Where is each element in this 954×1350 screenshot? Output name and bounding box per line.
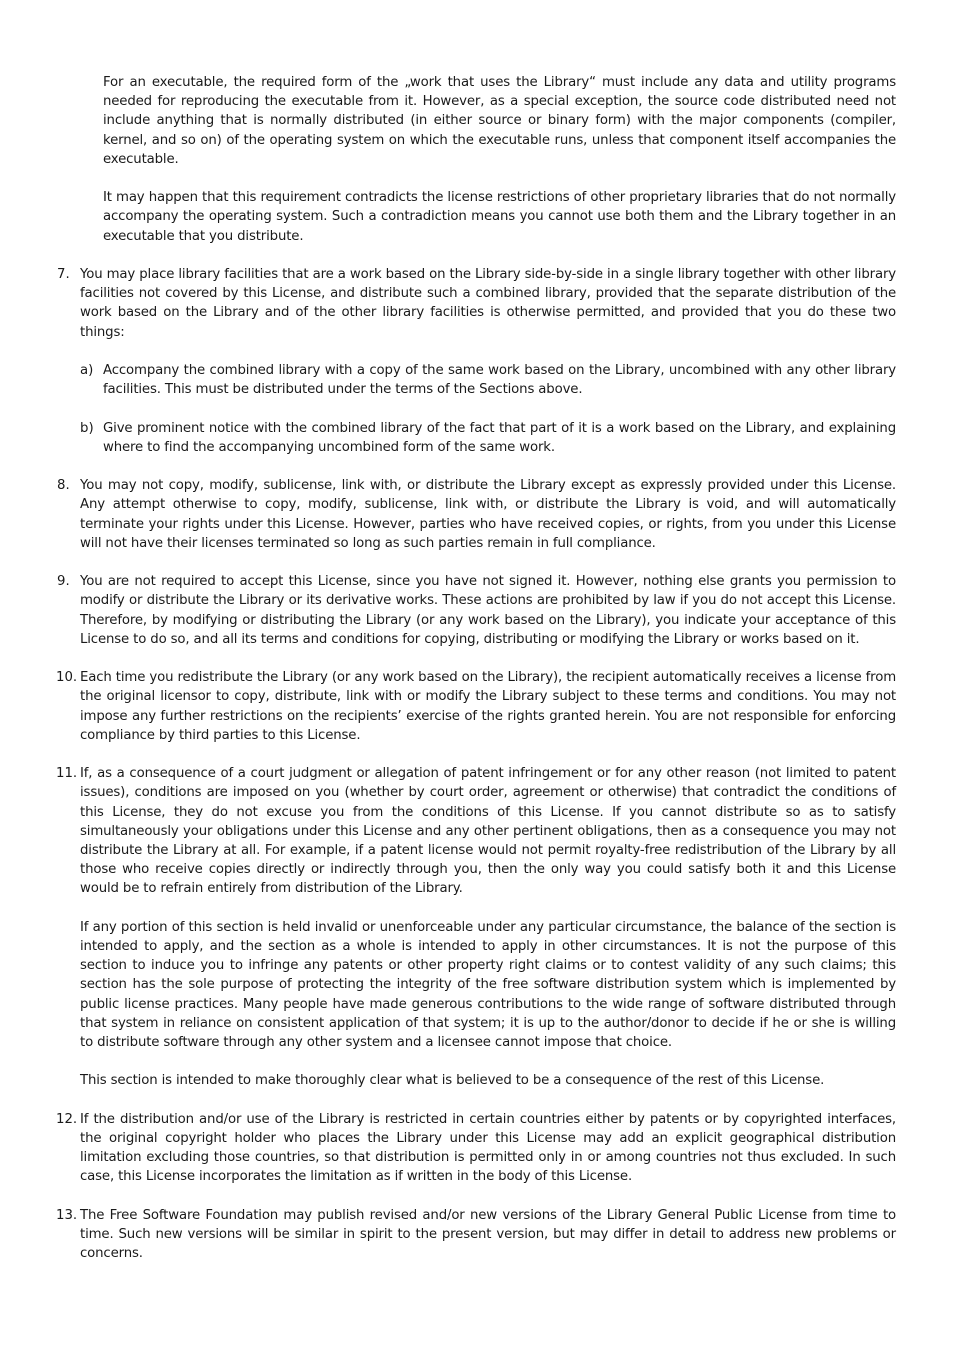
item-text: If, as a consequence of a court judgment or allegation of patent infringement or for any other reason (not limited to patent issues), conditions are imposed on you (whether by court order, agreement or otherwise) that contradict the conditions of this License, they do not excuse you from the conditions of this License. If you cannot distribute so as to satisfy simultaneously your obligations under this License and any other pertinent obligations, then as a consequence you may not distribute the Library at all. For example, if a patent license would not permit royalty-free redistribution of the Library by all those who receive copies directly or indirectly through you, then the only way you could satisfy both it and this License would be to refrain entirely from distribution of the Library.	[80, 766, 896, 897]
item-number: 12.	[56, 1111, 78, 1127]
item-paragraph: This section is intended to make thoroughly clear what is believed to be a consequence of the rest of this License.	[80, 1073, 825, 1089]
item-number: 9.	[57, 574, 70, 590]
sub-item-letter: a)	[80, 363, 94, 378]
item-number: 7.	[57, 267, 70, 282]
sub-item-letter: b)	[80, 420, 94, 436]
item-text: If the distribution and/or use of the Library is restricted in certain countries either by patents or by copyrighted interfaces, the original copyright holder who places the Library under this License may add an explicit geographical distribution limitation excluding those countries, so that distribution is permitted only in or among countries not thus excluded. In such case, this License incorporates the limitation as if written in the body of this License.	[80, 1111, 896, 1185]
item-text: You are not required to accept this License, since you have not signed it. However, nothing else grants you permission to modify or distribute the Library or its derivative works. These actions are prohibited by law if you do not accept this License. Therefore, by modifying or distributing the Library (or any work based on the Library), you indicate your acceptance of this License to do so, and all its terms and conditions for copying, distributing or modifying the Library or works based on it.	[80, 574, 896, 647]
item-number: 11.	[56, 766, 78, 782]
list-item-9	[57, 572, 896, 649]
list-item-11-continuation	[80, 918, 896, 1052]
list-item-11-closing	[80, 1071, 896, 1090]
intro-paragraph-executable: For an executable, the required form of the „work that uses the Library“ must include any data and utility programs needed for reproducing the executable from it. However, as a special exception, the source code distributed need not include anything that is normally distributed (in either source or binary form) with the major components (compiler, kernel, and so on) of the operating system on which the executable runs, unless that component itself accompanies the executable.	[103, 75, 896, 167]
item-text: You may place library facilities that are a work based on the Library side-by-side in a single library together with other library facilities not covered by this License, and distribute such a combined library, provided that the separate distribution of the work based on the Library and of the other library facilities is otherwise permitted, and provided that you do these two things:	[80, 267, 896, 340]
list-item-10	[56, 668, 896, 745]
license-document	[0, 73, 954, 1263]
list-item-7	[57, 265, 896, 342]
intro-paragraph-contradiction: It may happen that this requirement contradicts the license restrictions of other proprietary libraries that do not normally accompany the operating system. Such a contradiction means you cannot use both them and the Library together in an executable that you distribute.	[103, 190, 896, 244]
item-number: 10.	[56, 670, 78, 686]
list-item-8	[57, 476, 896, 553]
list-item-11	[56, 764, 896, 898]
item-text: The Free Software Foundation may publish revised and/or new versions of the Library General Public License from time to time. Such new versions will be similar in spirit to the present version, but may differ in detail to address new problems or concerns.	[80, 1207, 896, 1262]
sub-item-text: Give prominent notice with the combined library of the fact that part of it is a work based on the Library, and explaining where to find the accompanying uncombined form of the same work.	[103, 420, 896, 455]
item-number: 13.	[56, 1207, 78, 1223]
item-text: Each time you redistribute the Library (or any work based on the Library), the recipient automatically receives a license from the original licensor to copy, distribute, link with or modify the Library subject to these terms and conditions. You may not impose any further restrictions on the recipients’ exercise of the rights granted herein. You are not responsible for enforcing compliance by third parties to this License.	[80, 670, 896, 743]
item-text: You may not copy, modify, sublicense, link with, or distribute the Library except as expressly provided under this License. Any attempt otherwise to copy, modify, sublicense, link with, or distribute the Library is void, and will automatically terminate your rights under this License. However, parties who have received copies, or rights, from you under this License will not have their licenses terminated so long as such parties remain in full compliance.	[80, 478, 896, 551]
sub-item-b	[80, 419, 896, 457]
sub-item-a	[80, 361, 896, 399]
list-item-13	[56, 1206, 896, 1264]
list-item-12	[56, 1110, 896, 1187]
item-number: 8.	[57, 478, 70, 494]
sub-item-text: Accompany the combined library with a copy of the same work based on the Library, uncombined with any other library facilities. This must be distributed under the terms of the Sections above.	[103, 363, 896, 398]
item-paragraph: If any portion of this section is held invalid or unenforceable under any particular circumstance, the balance of the section is intended to apply, and the section as a whole is intended to apply in other circumstances. It is not the purpose of this section to induce you to infringe any patents or other property right claims or to contest validity of any such claims; this section has the sole purpose of protecting the integrity of the free software distribution system which is implemented by public license practices. Many people have made generous contributions to the wide range of software distributed through that system in reliance on consistent application of that system; it is up to the author/donor to decide if he or she is willing to distribute software through any other system and a licensee cannot impose that choice.	[80, 919, 896, 1051]
